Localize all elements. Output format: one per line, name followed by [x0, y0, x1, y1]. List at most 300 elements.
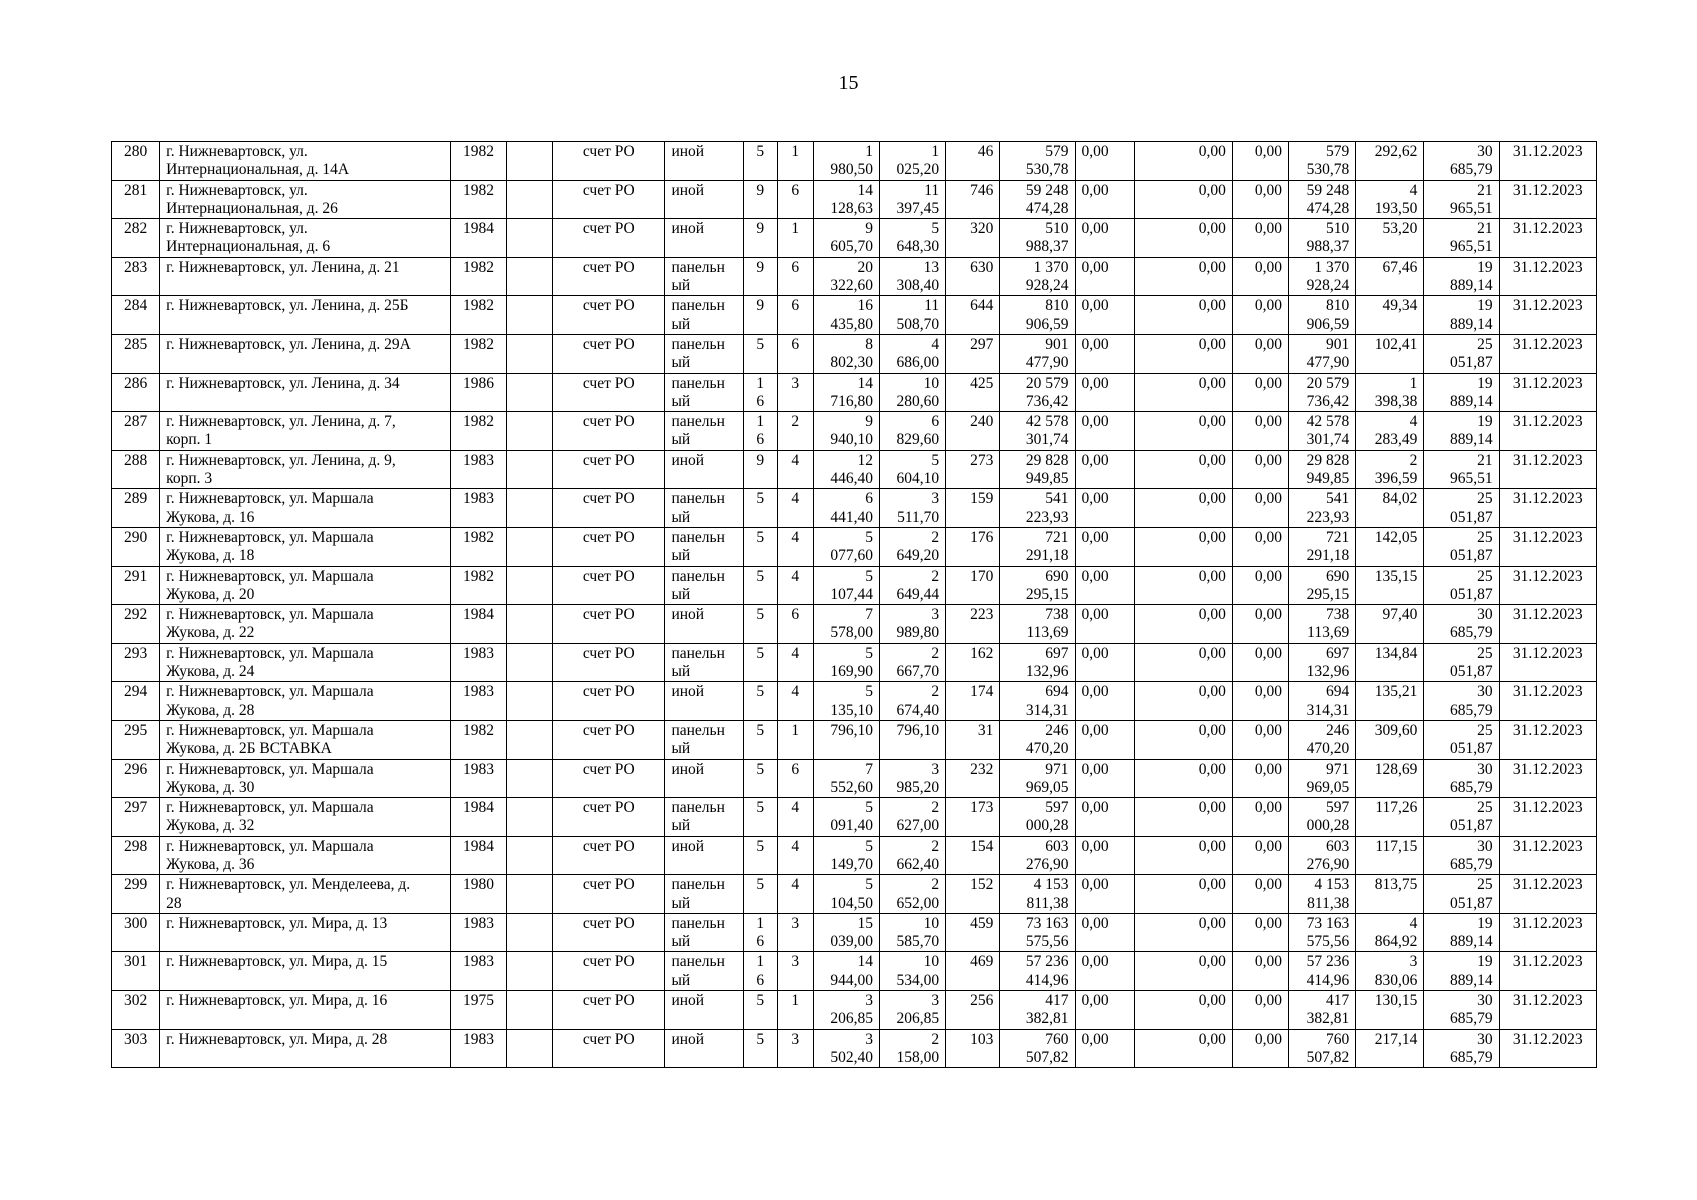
cell-completion-date: 31.12.2023 — [1499, 836, 1596, 875]
cell-account-type: счет РО — [553, 952, 665, 991]
cell-row-number: 289 — [112, 489, 160, 528]
cell-year-built: 1984 — [450, 798, 506, 837]
cell-cost-owners: 579 530,78 — [1289, 142, 1356, 181]
cell-residential-area: 5 604,10 — [880, 450, 946, 489]
cell-entrances: 2 — [777, 412, 813, 451]
cell-year-built: 1982 — [450, 720, 506, 759]
cell-limit-cost: 25 051,87 — [1424, 875, 1499, 914]
cell-cost-regional: 0,00 — [1134, 1029, 1232, 1068]
cell-entrances: 1 — [777, 219, 813, 258]
table-row — [112, 798, 1597, 837]
cell-row-number: 286 — [112, 373, 160, 412]
cell-year-built: 1982 — [450, 566, 506, 605]
cell-cost-total: 690 295,15 — [1000, 566, 1075, 605]
cell-residential-area: 2 627,00 — [880, 798, 946, 837]
cell-address: г. Нижневартовск, ул. Интернациональная, д. 14А — [160, 142, 451, 181]
cell-entrances: 6 — [777, 257, 813, 296]
cell-cost-owners: 42 578 301,74 — [1289, 412, 1356, 451]
cell-wall-material: иной — [665, 1029, 743, 1068]
cell-cost-local: 0,00 — [1232, 257, 1288, 296]
cell-floors: 5 — [743, 875, 777, 914]
cell-year-built: 1983 — [450, 450, 506, 489]
cell-limit-cost: 21 965,51 — [1424, 219, 1499, 258]
cell-floors: 5 — [743, 1029, 777, 1068]
cell-account-type: счет РО — [553, 296, 665, 335]
cell-cost-regional: 0,00 — [1134, 334, 1232, 373]
cell-unit-cost: 2 396,59 — [1356, 450, 1424, 489]
cell-account-type: счет РО — [553, 836, 665, 875]
table-row — [112, 412, 1597, 451]
cell-wall-material: панельн ый — [665, 412, 743, 451]
cell-total-area: 5 091,40 — [813, 798, 879, 837]
cell-floors: 5 — [743, 566, 777, 605]
cell-year-reconstruction — [507, 720, 553, 759]
cell-floors: 5 — [743, 142, 777, 181]
cell-entrances: 4 — [777, 566, 813, 605]
cell-address: г. Нижневартовск, ул. Мира, д. 28 — [160, 1029, 451, 1068]
cell-entrances: 6 — [777, 334, 813, 373]
cell-cost-total: 760 507,82 — [1000, 1029, 1075, 1068]
cell-completion-date: 31.12.2023 — [1499, 219, 1596, 258]
cell-limit-cost: 30 685,79 — [1424, 759, 1499, 798]
cell-entrances: 4 — [777, 875, 813, 914]
cell-cost-owners: 57 236 414,96 — [1289, 952, 1356, 991]
table-row — [112, 527, 1597, 566]
cell-limit-cost: 25 051,87 — [1424, 334, 1499, 373]
cell-unit-cost: 813,75 — [1356, 875, 1424, 914]
cell-completion-date: 31.12.2023 — [1499, 875, 1596, 914]
cell-residents: 232 — [946, 759, 1000, 798]
cell-total-area: 5 077,60 — [813, 527, 879, 566]
cell-total-area: 796,10 — [813, 720, 879, 759]
cell-address: г. Нижневартовск, ул. Мира, д. 16 — [160, 991, 451, 1030]
cell-year-reconstruction — [507, 605, 553, 644]
cell-year-reconstruction — [507, 836, 553, 875]
cell-cost-local: 0,00 — [1232, 180, 1288, 219]
cell-cost-federal: 0,00 — [1075, 1029, 1134, 1068]
cell-cost-federal: 0,00 — [1075, 605, 1134, 644]
cell-residents: 46 — [946, 142, 1000, 181]
cell-floors: 5 — [743, 682, 777, 721]
cell-year-reconstruction — [507, 412, 553, 451]
cell-cost-local: 0,00 — [1232, 412, 1288, 451]
cell-cost-federal: 0,00 — [1075, 142, 1134, 181]
cell-row-number: 301 — [112, 952, 160, 991]
cell-wall-material: иной — [665, 836, 743, 875]
cell-cost-regional: 0,00 — [1134, 720, 1232, 759]
cell-total-area: 9 940,10 — [813, 412, 879, 451]
cell-residents: 174 — [946, 682, 1000, 721]
cell-cost-regional: 0,00 — [1134, 527, 1232, 566]
cell-wall-material: панельн ый — [665, 875, 743, 914]
cell-limit-cost: 30 685,79 — [1424, 682, 1499, 721]
cell-row-number: 299 — [112, 875, 160, 914]
cell-row-number: 280 — [112, 142, 160, 181]
cell-floors: 5 — [743, 605, 777, 644]
cell-residents: 162 — [946, 643, 1000, 682]
cell-wall-material: панельн ый — [665, 643, 743, 682]
cell-cost-local: 0,00 — [1232, 836, 1288, 875]
table-row — [112, 759, 1597, 798]
cell-completion-date: 31.12.2023 — [1499, 180, 1596, 219]
cell-address: г. Нижневартовск, ул. Маршала Жукова, д. 32 — [160, 798, 451, 837]
cell-floors: 1 6 — [743, 952, 777, 991]
cell-cost-regional: 0,00 — [1134, 566, 1232, 605]
cell-address: г. Нижневартовск, ул. Ленина, д. 21 — [160, 257, 451, 296]
cell-entrances: 4 — [777, 682, 813, 721]
table-row — [112, 605, 1597, 644]
cell-row-number: 285 — [112, 334, 160, 373]
cell-cost-owners: 971 969,05 — [1289, 759, 1356, 798]
cell-cost-total: 579 530,78 — [1000, 142, 1075, 181]
cell-wall-material: панельн ый — [665, 527, 743, 566]
cell-completion-date: 31.12.2023 — [1499, 643, 1596, 682]
cell-cost-total: 694 314,31 — [1000, 682, 1075, 721]
cell-unit-cost: 135,15 — [1356, 566, 1424, 605]
cell-wall-material: панельн ый — [665, 720, 743, 759]
cell-limit-cost: 30 685,79 — [1424, 142, 1499, 181]
cell-year-built: 1983 — [450, 913, 506, 952]
cell-cost-local: 0,00 — [1232, 489, 1288, 528]
cell-completion-date: 31.12.2023 — [1499, 759, 1596, 798]
cell-wall-material: иной — [665, 991, 743, 1030]
cell-cost-local: 0,00 — [1232, 720, 1288, 759]
cell-entrances: 4 — [777, 836, 813, 875]
cell-cost-total: 810 906,59 — [1000, 296, 1075, 335]
cell-cost-federal: 0,00 — [1075, 219, 1134, 258]
cell-floors: 5 — [743, 798, 777, 837]
cell-year-reconstruction — [507, 566, 553, 605]
cell-cost-regional: 0,00 — [1134, 373, 1232, 412]
cell-cost-owners: 246 470,20 — [1289, 720, 1356, 759]
cell-floors: 1 6 — [743, 913, 777, 952]
table-row — [112, 836, 1597, 875]
cell-wall-material: панельн ый — [665, 798, 743, 837]
cell-residential-area: 10 534,00 — [880, 952, 946, 991]
cell-unit-cost: 67,46 — [1356, 257, 1424, 296]
page-number: 15 — [838, 72, 859, 94]
cell-year-built: 1982 — [450, 142, 506, 181]
cell-row-number: 292 — [112, 605, 160, 644]
cell-year-reconstruction — [507, 875, 553, 914]
cell-cost-regional: 0,00 — [1134, 219, 1232, 258]
table-row — [112, 643, 1597, 682]
cell-cost-owners: 603 276,90 — [1289, 836, 1356, 875]
cell-residential-area: 2 662,40 — [880, 836, 946, 875]
cell-cost-federal: 0,00 — [1075, 720, 1134, 759]
cell-year-built: 1982 — [450, 257, 506, 296]
cell-account-type: счет РО — [553, 605, 665, 644]
cell-residential-area: 5 648,30 — [880, 219, 946, 258]
cell-cost-regional: 0,00 — [1134, 180, 1232, 219]
cell-unit-cost: 309,60 — [1356, 720, 1424, 759]
cell-cost-regional: 0,00 — [1134, 296, 1232, 335]
cell-wall-material: панельн ый — [665, 373, 743, 412]
cell-account-type: счет РО — [553, 180, 665, 219]
cell-wall-material: панельн ый — [665, 334, 743, 373]
cell-year-built: 1983 — [450, 952, 506, 991]
cell-row-number: 294 — [112, 682, 160, 721]
cell-total-area: 5 107,44 — [813, 566, 879, 605]
cell-limit-cost: 25 051,87 — [1424, 566, 1499, 605]
table-row — [112, 450, 1597, 489]
cell-account-type: счет РО — [553, 643, 665, 682]
cell-cost-local: 0,00 — [1232, 373, 1288, 412]
cell-entrances: 4 — [777, 643, 813, 682]
cell-residential-area: 11 508,70 — [880, 296, 946, 335]
cell-entrances: 3 — [777, 1029, 813, 1068]
cell-cost-owners: 901 477,90 — [1289, 334, 1356, 373]
cell-residents: 256 — [946, 991, 1000, 1030]
cell-address: г. Нижневартовск, ул. Мира, д. 15 — [160, 952, 451, 991]
cell-limit-cost: 25 051,87 — [1424, 527, 1499, 566]
cell-cost-regional: 0,00 — [1134, 836, 1232, 875]
cell-residential-area: 10 280,60 — [880, 373, 946, 412]
cell-residents: 159 — [946, 489, 1000, 528]
cell-limit-cost: 30 685,79 — [1424, 991, 1499, 1030]
cell-cost-federal: 0,00 — [1075, 373, 1134, 412]
cell-year-built: 1983 — [450, 682, 506, 721]
cell-cost-owners: 697 132,96 — [1289, 643, 1356, 682]
cell-cost-total: 73 163 575,56 — [1000, 913, 1075, 952]
cell-residential-area: 4 686,00 — [880, 334, 946, 373]
cell-floors: 5 — [743, 991, 777, 1030]
cell-total-area: 3 206,85 — [813, 991, 879, 1030]
register-table-body — [112, 142, 1597, 1068]
cell-limit-cost: 21 965,51 — [1424, 450, 1499, 489]
cell-row-number: 288 — [112, 450, 160, 489]
cell-residents: 176 — [946, 527, 1000, 566]
cell-cost-owners: 760 507,82 — [1289, 1029, 1356, 1068]
cell-row-number: 302 — [112, 991, 160, 1030]
cell-address: г. Нижневартовск, ул. Мира, д. 13 — [160, 913, 451, 952]
cell-year-reconstruction — [507, 1029, 553, 1068]
cell-cost-total: 57 236 414,96 — [1000, 952, 1075, 991]
cell-limit-cost: 25 051,87 — [1424, 720, 1499, 759]
cell-year-reconstruction — [507, 759, 553, 798]
cell-completion-date: 31.12.2023 — [1499, 682, 1596, 721]
cell-account-type: счет РО — [553, 334, 665, 373]
cell-unit-cost: 4 283,49 — [1356, 412, 1424, 451]
cell-cost-regional: 0,00 — [1134, 913, 1232, 952]
cell-row-number: 284 — [112, 296, 160, 335]
cell-cost-local: 0,00 — [1232, 798, 1288, 837]
cell-account-type: счет РО — [553, 759, 665, 798]
cell-limit-cost: 19 889,14 — [1424, 412, 1499, 451]
cell-account-type: счет РО — [553, 489, 665, 528]
table-row — [112, 489, 1597, 528]
cell-account-type: счет РО — [553, 798, 665, 837]
cell-cost-total: 20 579 736,42 — [1000, 373, 1075, 412]
cell-cost-federal: 0,00 — [1075, 180, 1134, 219]
table-row — [112, 913, 1597, 952]
cell-total-area: 5 135,10 — [813, 682, 879, 721]
cell-cost-owners: 20 579 736,42 — [1289, 373, 1356, 412]
cell-unit-cost: 1 398,38 — [1356, 373, 1424, 412]
cell-completion-date: 31.12.2023 — [1499, 952, 1596, 991]
cell-cost-federal: 0,00 — [1075, 643, 1134, 682]
cell-total-area: 15 039,00 — [813, 913, 879, 952]
cell-cost-owners: 29 828 949,85 — [1289, 450, 1356, 489]
cell-completion-date: 31.12.2023 — [1499, 991, 1596, 1030]
cell-cost-owners: 694 314,31 — [1289, 682, 1356, 721]
cell-year-built: 1983 — [450, 1029, 506, 1068]
cell-floors: 1 6 — [743, 373, 777, 412]
cell-unit-cost: 217,14 — [1356, 1029, 1424, 1068]
cell-account-type: счет РО — [553, 682, 665, 721]
cell-total-area: 8 802,30 — [813, 334, 879, 373]
cell-row-number: 298 — [112, 836, 160, 875]
cell-year-built: 1982 — [450, 180, 506, 219]
cell-year-reconstruction — [507, 527, 553, 566]
cell-limit-cost: 19 889,14 — [1424, 373, 1499, 412]
cell-unit-cost: 49,34 — [1356, 296, 1424, 335]
cell-residential-area: 2 667,70 — [880, 643, 946, 682]
cell-row-number: 282 — [112, 219, 160, 258]
cell-wall-material: иной — [665, 682, 743, 721]
cell-address: г. Нижневартовск, ул. Маршала Жукова, д. 16 — [160, 489, 451, 528]
cell-cost-regional: 0,00 — [1134, 142, 1232, 181]
cell-residents: 152 — [946, 875, 1000, 914]
cell-account-type: счет РО — [553, 913, 665, 952]
cell-cost-total: 417 382,81 — [1000, 991, 1075, 1030]
cell-cost-federal: 0,00 — [1075, 991, 1134, 1030]
table-row — [112, 142, 1597, 181]
cell-row-number: 296 — [112, 759, 160, 798]
cell-residents: 154 — [946, 836, 1000, 875]
cell-address: г. Нижневартовск, ул. Ленина, д. 7, корп. 1 — [160, 412, 451, 451]
cell-wall-material: иной — [665, 450, 743, 489]
cell-completion-date: 31.12.2023 — [1499, 566, 1596, 605]
cell-limit-cost: 19 889,14 — [1424, 257, 1499, 296]
cell-wall-material: иной — [665, 142, 743, 181]
cell-address: г. Нижневартовск, ул. Маршала Жукова, д. 24 — [160, 643, 451, 682]
cell-residents: 103 — [946, 1029, 1000, 1068]
cell-account-type: счет РО — [553, 257, 665, 296]
cell-limit-cost: 19 889,14 — [1424, 913, 1499, 952]
cell-cost-owners: 597 000,28 — [1289, 798, 1356, 837]
cell-cost-federal: 0,00 — [1075, 296, 1134, 335]
cell-total-area: 14 128,63 — [813, 180, 879, 219]
cell-cost-federal: 0,00 — [1075, 412, 1134, 451]
cell-cost-federal: 0,00 — [1075, 759, 1134, 798]
cell-cost-local: 0,00 — [1232, 643, 1288, 682]
cell-cost-owners: 738 113,69 — [1289, 605, 1356, 644]
cell-completion-date: 31.12.2023 — [1499, 527, 1596, 566]
cell-year-built: 1983 — [450, 643, 506, 682]
cell-address: г. Нижневартовск, ул. Маршала Жукова, д. 2Б ВСТАВКА — [160, 720, 451, 759]
cell-cost-total: 29 828 949,85 — [1000, 450, 1075, 489]
cell-limit-cost: 25 051,87 — [1424, 489, 1499, 528]
table-row — [112, 720, 1597, 759]
cell-cost-regional: 0,00 — [1134, 682, 1232, 721]
cell-cost-local: 0,00 — [1232, 1029, 1288, 1068]
cell-entrances: 3 — [777, 913, 813, 952]
cell-account-type: счет РО — [553, 875, 665, 914]
cell-cost-owners: 59 248 474,28 — [1289, 180, 1356, 219]
cell-residential-area: 10 585,70 — [880, 913, 946, 952]
cell-year-built: 1983 — [450, 759, 506, 798]
cell-cost-total: 541 223,93 — [1000, 489, 1075, 528]
cell-cost-local: 0,00 — [1232, 450, 1288, 489]
cell-cost-total: 697 132,96 — [1000, 643, 1075, 682]
cell-total-area: 14 944,00 — [813, 952, 879, 991]
cell-limit-cost: 30 685,79 — [1424, 1029, 1499, 1068]
cell-residents: 223 — [946, 605, 1000, 644]
cell-row-number: 287 — [112, 412, 160, 451]
cell-entrances: 1 — [777, 991, 813, 1030]
cell-limit-cost: 30 685,79 — [1424, 605, 1499, 644]
cell-cost-local: 0,00 — [1232, 566, 1288, 605]
cell-floors: 9 — [743, 180, 777, 219]
cell-limit-cost: 19 889,14 — [1424, 296, 1499, 335]
cell-floors: 5 — [743, 334, 777, 373]
cell-completion-date: 31.12.2023 — [1499, 798, 1596, 837]
cell-cost-regional: 0,00 — [1134, 759, 1232, 798]
cell-total-area: 1 980,50 — [813, 142, 879, 181]
cell-floors: 5 — [743, 759, 777, 798]
cell-cost-total: 597 000,28 — [1000, 798, 1075, 837]
cell-wall-material: иной — [665, 180, 743, 219]
cell-address: г. Нижневартовск, ул. Маршала Жукова, д. 20 — [160, 566, 451, 605]
cell-account-type: счет РО — [553, 142, 665, 181]
cell-residents: 746 — [946, 180, 1000, 219]
cell-unit-cost: 134,84 — [1356, 643, 1424, 682]
cell-address: г. Нижневартовск, ул. Ленина, д. 34 — [160, 373, 451, 412]
cell-year-reconstruction — [507, 373, 553, 412]
cell-year-built: 1983 — [450, 489, 506, 528]
cell-wall-material: панельн ый — [665, 566, 743, 605]
cell-row-number: 295 — [112, 720, 160, 759]
cell-address: г. Нижневартовск, ул. Интернациональная, д. 26 — [160, 180, 451, 219]
cell-entrances: 4 — [777, 489, 813, 528]
cell-entrances: 4 — [777, 798, 813, 837]
cell-residents: 630 — [946, 257, 1000, 296]
cell-floors: 5 — [743, 836, 777, 875]
cell-completion-date: 31.12.2023 — [1499, 489, 1596, 528]
cell-cost-local: 0,00 — [1232, 952, 1288, 991]
cell-floors: 5 — [743, 489, 777, 528]
cell-row-number: 300 — [112, 913, 160, 952]
cell-unit-cost: 53,20 — [1356, 219, 1424, 258]
cell-wall-material: панельн ый — [665, 952, 743, 991]
cell-year-reconstruction — [507, 913, 553, 952]
cell-residents: 320 — [946, 219, 1000, 258]
cell-address: г. Нижневартовск, ул. Интернациональная, д. 6 — [160, 219, 451, 258]
table-row — [112, 296, 1597, 335]
cell-unit-cost: 128,69 — [1356, 759, 1424, 798]
cell-residential-area: 3 511,70 — [880, 489, 946, 528]
table-row — [112, 219, 1597, 258]
cell-entrances: 4 — [777, 450, 813, 489]
cell-floors: 5 — [743, 720, 777, 759]
cell-cost-owners: 4 153 811,38 — [1289, 875, 1356, 914]
cell-completion-date: 31.12.2023 — [1499, 257, 1596, 296]
cell-account-type: счет РО — [553, 1029, 665, 1068]
cell-floors: 5 — [743, 643, 777, 682]
cell-account-type: счет РО — [553, 450, 665, 489]
table-row — [112, 682, 1597, 721]
cell-total-area: 16 435,80 — [813, 296, 879, 335]
cell-residents: 644 — [946, 296, 1000, 335]
cell-unit-cost: 130,15 — [1356, 991, 1424, 1030]
cell-cost-owners: 73 163 575,56 — [1289, 913, 1356, 952]
cell-floors: 9 — [743, 450, 777, 489]
cell-cost-federal: 0,00 — [1075, 257, 1134, 296]
cell-cost-owners: 721 291,18 — [1289, 527, 1356, 566]
cell-row-number: 297 — [112, 798, 160, 837]
cell-cost-total: 971 969,05 — [1000, 759, 1075, 798]
